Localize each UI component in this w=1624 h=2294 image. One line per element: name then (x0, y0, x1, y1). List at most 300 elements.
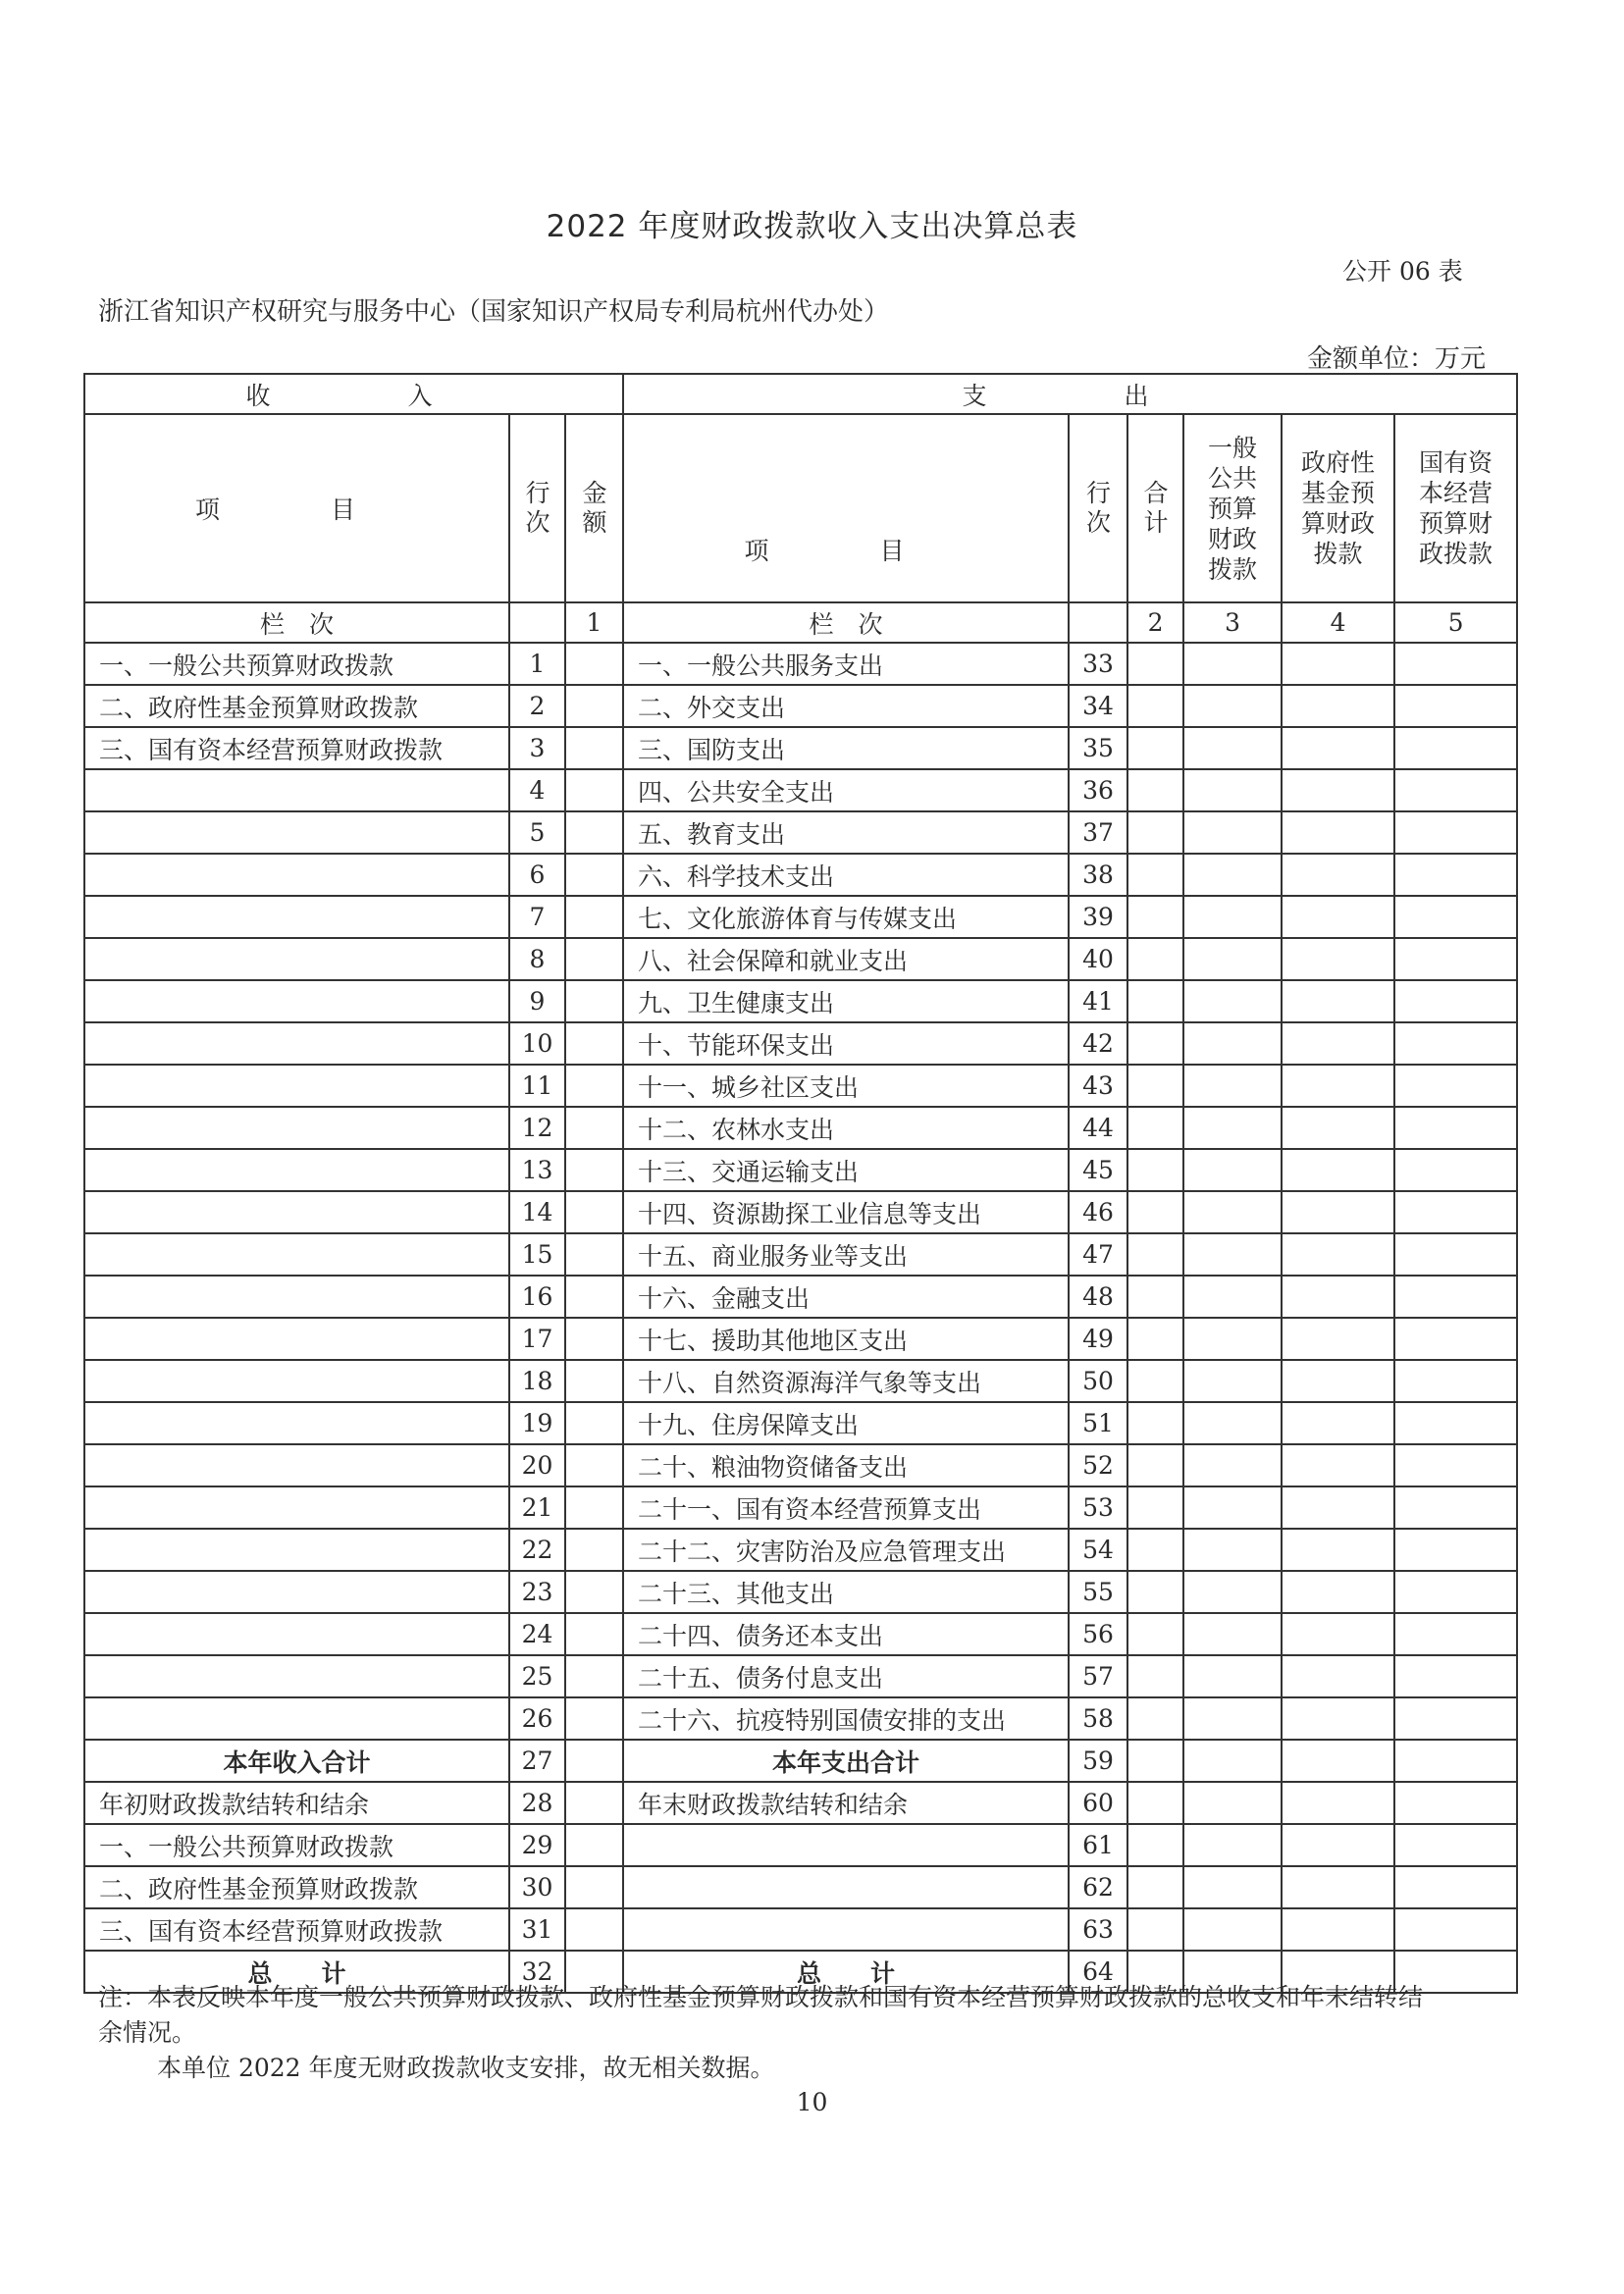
budget-table (83, 373, 1518, 1994)
income-row-no-cell: 5 (509, 811, 565, 854)
income-item-cell: 一、一般公共预算财政拨款 (84, 643, 509, 685)
expense-row-no-cell: 34 (1069, 685, 1127, 727)
general-budget-cell (1183, 1276, 1282, 1318)
income-amount-cell (565, 1276, 623, 1318)
expense-item-cell: 一、一般公共服务支出 (623, 643, 1069, 685)
state-capital-cell (1394, 1740, 1517, 1782)
income-item-cell (84, 896, 509, 938)
expense-total-cell (1127, 1444, 1183, 1486)
state-capital-cell (1394, 1402, 1517, 1444)
expense-total-header: 合计 (1127, 414, 1183, 602)
expense-item-cell: 九、卫生健康支出 (623, 980, 1069, 1022)
state-capital-cell (1394, 1107, 1517, 1149)
expense-row-no-cell: 56 (1069, 1613, 1127, 1655)
table-row (84, 1022, 1517, 1065)
table-row (84, 1908, 1517, 1951)
expense-row-no-cell: 44 (1069, 1107, 1127, 1149)
expense-item-cell: 十八、自然资源海洋气象等支出 (623, 1360, 1069, 1402)
income-row-no-cell: 3 (509, 727, 565, 769)
income-item-cell: 本年收入合计 (84, 1740, 509, 1782)
income-lanci-blank (509, 602, 565, 643)
income-amount-cell (565, 1486, 623, 1529)
table-row (84, 854, 1517, 896)
state-capital-cell (1394, 1360, 1517, 1402)
state-capital-cell (1394, 1529, 1517, 1571)
income-row-no-cell: 17 (509, 1318, 565, 1360)
expense-total-cell (1127, 1866, 1183, 1908)
expense-item-cell: 二十一、国有资本经营预算支出 (623, 1486, 1069, 1529)
income-item-cell (84, 1402, 509, 1444)
expense-row-no-cell: 36 (1069, 769, 1127, 811)
fund-budget-cell (1282, 769, 1394, 811)
income-item-cell (84, 1360, 509, 1402)
income-row-no-cell: 11 (509, 1065, 565, 1107)
state-capital-cell (1394, 854, 1517, 896)
general-budget-cell (1183, 1740, 1282, 1782)
expense-item-cell: 二十四、债务还本支出 (623, 1613, 1069, 1655)
expense-total-cell (1127, 643, 1183, 685)
income-item-cell (84, 1022, 509, 1065)
expense-total-cell (1127, 1571, 1183, 1613)
fund-budget-cell (1282, 980, 1394, 1022)
fund-budget-cell (1282, 1318, 1394, 1360)
income-row-no-cell: 30 (509, 1866, 565, 1908)
expense-total-cell (1127, 1233, 1183, 1276)
expense-total-cell (1127, 1065, 1183, 1107)
general-budget-cell (1183, 1486, 1282, 1529)
fund-budget-cell (1282, 1824, 1394, 1866)
fund-budget-cell (1282, 1740, 1394, 1782)
state-capital-cell (1394, 1022, 1517, 1065)
expense-row-no-cell: 47 (1069, 1233, 1127, 1276)
income-amount-cell (565, 1360, 623, 1402)
income-amount-cell (565, 1065, 623, 1107)
expense-item-cell: 十七、援助其他地区支出 (623, 1318, 1069, 1360)
expense-total-cell (1127, 1191, 1183, 1233)
income-row-no-cell: 29 (509, 1824, 565, 1866)
expense-row-no-cell: 64 (1069, 1951, 1127, 1993)
fund-budget-cell (1282, 643, 1394, 685)
state-capital-cell (1394, 685, 1517, 727)
expense-item-cell: 六、科学技术支出 (623, 854, 1069, 896)
expense-row-no-cell: 52 (1069, 1444, 1127, 1486)
income-row-no-cell: 22 (509, 1529, 565, 1571)
state-capital-cell (1394, 1444, 1517, 1486)
table-row (84, 1402, 1517, 1444)
fund-budget-cell (1282, 1529, 1394, 1571)
income-row-no-cell: 12 (509, 1107, 565, 1149)
expense-item-cell: 本年支出合计 (623, 1740, 1069, 1782)
expense-total-cell (1127, 1149, 1183, 1191)
fund-budget-cell (1282, 1107, 1394, 1149)
fund-budget-cell (1282, 1697, 1394, 1740)
expense-total-cell (1127, 1613, 1183, 1655)
expense-lanci: 栏 次 (623, 602, 1069, 643)
income-row-no-cell: 8 (509, 938, 565, 980)
fund-budget-cell (1282, 1149, 1394, 1191)
fund-budget-cell (1282, 1866, 1394, 1908)
fund-budget-cell (1282, 1782, 1394, 1824)
expense-total-cell (1127, 980, 1183, 1022)
unit-name: 浙江省知识产权研究与服务中心（国家知识产权局专利局杭州代办处） (98, 297, 890, 327)
expense-item-cell (623, 1866, 1069, 1908)
expense-row-no-cell: 58 (1069, 1697, 1127, 1740)
general-budget-cell (1183, 854, 1282, 896)
fund-budget-cell (1282, 1655, 1394, 1697)
state-capital-cell (1394, 1065, 1517, 1107)
expense-item-cell: 十五、商业服务业等支出 (623, 1233, 1069, 1276)
income-row-no-cell: 23 (509, 1571, 565, 1613)
expense-total-cell (1127, 1782, 1183, 1824)
state-capital-cell (1394, 1613, 1517, 1655)
form-number: 公开 06 表 (1342, 257, 1463, 286)
income-amount-cell (565, 1866, 623, 1908)
state-capital-cell (1394, 1233, 1517, 1276)
column-number-row (84, 602, 1517, 643)
expense-row-no-cell: 60 (1069, 1782, 1127, 1824)
expense-row-no-cell: 38 (1069, 854, 1127, 896)
income-section-header: 收 入 (84, 374, 623, 414)
expense-row-no-cell: 63 (1069, 1908, 1127, 1951)
income-amount-cell (565, 727, 623, 769)
income-item-cell: 二、政府性基金预算财政拨款 (84, 1866, 509, 1908)
income-amount-cell (565, 1782, 623, 1824)
expense-row-no-cell: 59 (1069, 1740, 1127, 1782)
fund-budget-cell (1282, 1613, 1394, 1655)
income-item-cell (84, 938, 509, 980)
fund-budget-cell (1282, 1444, 1394, 1486)
table-row (84, 980, 1517, 1022)
expense-item-cell (623, 1824, 1069, 1866)
general-budget-cell (1183, 1318, 1282, 1360)
income-lanci: 栏 次 (84, 602, 509, 643)
table-row (84, 685, 1517, 727)
table-row (84, 1782, 1517, 1824)
table-row (84, 1571, 1517, 1613)
income-item-cell: 三、国有资本经营预算财政拨款 (84, 1908, 509, 1951)
expense-row-no-cell: 43 (1069, 1065, 1127, 1107)
expense-item-cell: 二、外交支出 (623, 685, 1069, 727)
table-row (84, 1697, 1517, 1740)
income-item-header: 项 目 (84, 414, 509, 602)
fund-budget-cell (1282, 685, 1394, 727)
fund-budget-cell (1282, 1191, 1394, 1233)
expense-total-cell (1127, 896, 1183, 938)
expense-row-no-cell: 53 (1069, 1486, 1127, 1529)
expense-item-cell: 二十、粮油物资储备支出 (623, 1444, 1069, 1486)
col-number-5: 5 (1394, 602, 1517, 643)
expense-item-cell: 十六、金融支出 (623, 1276, 1069, 1318)
income-amount-cell (565, 1444, 623, 1486)
income-amount-cell (565, 1613, 623, 1655)
expense-item-cell: 二十五、债务付息支出 (623, 1655, 1069, 1697)
fund-budget-cell (1282, 1233, 1394, 1276)
income-item-cell: 二、政府性基金预算财政拨款 (84, 685, 509, 727)
table-row (84, 896, 1517, 938)
expense-item-cell (623, 1908, 1069, 1951)
expense-row-no-cell: 39 (1069, 896, 1127, 938)
income-amount-cell (565, 685, 623, 727)
expense-row-no-cell: 37 (1069, 811, 1127, 854)
state-capital-cell (1394, 643, 1517, 685)
table-row (84, 1149, 1517, 1191)
income-row-no-cell: 18 (509, 1360, 565, 1402)
income-row-no-cell: 19 (509, 1402, 565, 1444)
income-item-cell (84, 811, 509, 854)
income-item-cell (84, 1613, 509, 1655)
expense-item-cell: 十一、城乡社区支出 (623, 1065, 1069, 1107)
expense-item-cell: 总 计 (623, 1951, 1069, 1993)
fund-budget-cell (1282, 1360, 1394, 1402)
table-row (84, 811, 1517, 854)
income-amount-cell (565, 1402, 623, 1444)
general-budget-cell (1183, 1149, 1282, 1191)
table-row (84, 1444, 1517, 1486)
expense-row-no-cell: 46 (1069, 1191, 1127, 1233)
general-budget-cell (1183, 1191, 1282, 1233)
income-amount-cell (565, 1022, 623, 1065)
state-capital-cell (1394, 727, 1517, 769)
general-budget-cell (1183, 811, 1282, 854)
income-amount-cell (565, 1529, 623, 1571)
expense-total-cell (1127, 811, 1183, 854)
income-row-no-cell: 15 (509, 1233, 565, 1276)
income-item-cell (84, 1318, 509, 1360)
general-budget-cell (1183, 1233, 1282, 1276)
footnote-line-1: 注：本表反映本年度一般公共预算财政拨款、政府性基金预算财政拨款和国有资本经营预算财政拨款的总收支和年末结转结余情况。 (98, 1983, 1424, 2047)
expense-item-cell: 二十二、灾害防治及应急管理支出 (623, 1529, 1069, 1571)
expense-lanci-blank (1069, 602, 1127, 643)
expense-total-cell (1127, 1107, 1183, 1149)
income-item-cell (84, 1486, 509, 1529)
income-item-cell: 年初财政拨款结转和结余 (84, 1782, 509, 1824)
expense-total-cell (1127, 1908, 1183, 1951)
state-capital-cell (1394, 896, 1517, 938)
table-row (84, 1613, 1517, 1655)
income-amount-cell (565, 1149, 623, 1191)
general-budget-cell (1183, 1824, 1282, 1866)
fund-budget-cell (1282, 727, 1394, 769)
income-amount-cell (565, 1233, 623, 1276)
income-row-no-cell: 7 (509, 896, 565, 938)
expense-item-header: 项 目 (623, 414, 1069, 602)
col-number-3: 3 (1183, 602, 1282, 643)
income-row-no-cell: 25 (509, 1655, 565, 1697)
expense-item-cell: 三、国防支出 (623, 727, 1069, 769)
income-item-cell (84, 1107, 509, 1149)
table-row (84, 1360, 1517, 1402)
income-amount-cell (565, 1740, 623, 1782)
general-budget-cell (1183, 1360, 1282, 1402)
income-item-cell: 一、一般公共预算财政拨款 (84, 1824, 509, 1866)
state-capital-cell (1394, 769, 1517, 811)
table-row (84, 1655, 1517, 1697)
expense-row-no-cell: 54 (1069, 1529, 1127, 1571)
income-amount-cell (565, 1697, 623, 1740)
expense-total-cell (1127, 1276, 1183, 1318)
table-row (84, 1529, 1517, 1571)
general-budget-cell (1183, 1697, 1282, 1740)
state-capital-cell (1394, 1149, 1517, 1191)
general-budget-cell (1183, 1655, 1282, 1697)
income-row-no-header: 行次 (509, 414, 565, 602)
income-item-cell: 三、国有资本经营预算财政拨款 (84, 727, 509, 769)
expense-total-cell (1127, 685, 1183, 727)
expense-row-no-cell: 45 (1069, 1149, 1127, 1191)
expense-total-cell (1127, 1529, 1183, 1571)
fund-budget-cell (1282, 854, 1394, 896)
income-item-cell (84, 1233, 509, 1276)
income-row-no-cell: 32 (509, 1951, 565, 1993)
income-amount-cell (565, 643, 623, 685)
expense-item-cell: 十九、住房保障支出 (623, 1402, 1069, 1444)
expense-row-no-cell: 42 (1069, 1022, 1127, 1065)
expense-total-cell (1127, 1402, 1183, 1444)
table-row (84, 1866, 1517, 1908)
income-row-no-cell: 21 (509, 1486, 565, 1529)
income-item-cell (84, 1655, 509, 1697)
table-row (84, 1065, 1517, 1107)
state-capital-cell (1394, 1697, 1517, 1740)
table-row (84, 1486, 1517, 1529)
expense-row-no-cell: 33 (1069, 643, 1127, 685)
fund-budget-cell (1282, 1022, 1394, 1065)
expense-total-cell (1127, 727, 1183, 769)
table-row (84, 727, 1517, 769)
income-amount-cell (565, 938, 623, 980)
expense-total-cell (1127, 1022, 1183, 1065)
expense-total-cell (1127, 1740, 1183, 1782)
expense-total-cell (1127, 769, 1183, 811)
fund-budget-cell (1282, 811, 1394, 854)
income-row-no-cell: 16 (509, 1276, 565, 1318)
expense-row-no-cell: 55 (1069, 1571, 1127, 1613)
state-capital-cell (1394, 811, 1517, 854)
income-amount-cell (565, 1655, 623, 1697)
table-row (84, 1318, 1517, 1360)
expense-item-cell: 十、节能环保支出 (623, 1022, 1069, 1065)
general-budget-cell (1183, 1571, 1282, 1613)
table-row (84, 1740, 1517, 1782)
state-capital-cell (1394, 1571, 1517, 1613)
general-budget-cell (1183, 1402, 1282, 1444)
state-capital-cell (1394, 980, 1517, 1022)
income-row-no-cell: 14 (509, 1191, 565, 1233)
expense-row-no-cell: 41 (1069, 980, 1127, 1022)
income-amount-cell (565, 811, 623, 854)
page-title: 2022 年度财政拨款收入支出决算总表 (546, 209, 1078, 244)
general-budget-cell (1183, 1444, 1282, 1486)
income-amount-header: 金额 (565, 414, 623, 602)
expense-item-cell: 五、教育支出 (623, 811, 1069, 854)
state-capital-cell (1394, 1655, 1517, 1697)
income-item-cell (84, 1065, 509, 1107)
expense-row-no-cell: 49 (1069, 1318, 1127, 1360)
fund-budget-cell (1282, 1276, 1394, 1318)
income-amount-cell (565, 769, 623, 811)
income-item-cell: 总 计 (84, 1951, 509, 1993)
fund-budget-cell (1282, 1486, 1394, 1529)
general-budget-cell (1183, 1107, 1282, 1149)
general-budget-cell (1183, 1866, 1282, 1908)
fund-budget-cell (1282, 938, 1394, 980)
expense-item-cell: 二十六、抗疫特别国债安排的支出 (623, 1697, 1069, 1740)
income-amount-cell (565, 896, 623, 938)
expense-item-cell: 年末财政拨款结转和结余 (623, 1782, 1069, 1824)
expense-row-no-cell: 61 (1069, 1824, 1127, 1866)
expense-item-cell: 四、公共安全支出 (623, 769, 1069, 811)
expense-row-no-cell: 51 (1069, 1402, 1127, 1444)
col-number-1: 1 (565, 602, 623, 643)
state-capital-cell (1394, 938, 1517, 980)
income-item-cell (84, 1149, 509, 1191)
expense-row-no-cell: 62 (1069, 1866, 1127, 1908)
general-budget-cell (1183, 769, 1282, 811)
table-row (84, 1191, 1517, 1233)
income-row-no-cell: 13 (509, 1149, 565, 1191)
state-capital-cell (1394, 1276, 1517, 1318)
general-budget-cell (1183, 685, 1282, 727)
expense-item-cell: 二十三、其他支出 (623, 1571, 1069, 1613)
income-item-cell (84, 980, 509, 1022)
state-capital-header: 国有资本经营预算财政拨款 (1394, 414, 1517, 602)
general-budget-cell (1183, 1065, 1282, 1107)
income-row-no-cell: 4 (509, 769, 565, 811)
income-item-cell (84, 769, 509, 811)
general-budget-cell (1183, 1529, 1282, 1571)
expense-item-cell: 十四、资源勘探工业信息等支出 (623, 1191, 1069, 1233)
income-item-cell (84, 1191, 509, 1233)
income-row-no-cell: 24 (509, 1613, 565, 1655)
expense-item-cell: 七、文化旅游体育与传媒支出 (623, 896, 1069, 938)
state-capital-cell (1394, 1782, 1517, 1824)
expense-row-no-cell: 40 (1069, 938, 1127, 980)
state-capital-cell (1394, 1824, 1517, 1866)
income-row-no-cell: 10 (509, 1022, 565, 1065)
general-budget-cell (1183, 1613, 1282, 1655)
income-row-no-cell: 26 (509, 1697, 565, 1740)
general-budget-cell (1183, 938, 1282, 980)
expense-total-cell (1127, 1360, 1183, 1402)
fund-budget-cell (1282, 1065, 1394, 1107)
income-item-cell (84, 1276, 509, 1318)
table-row (84, 1824, 1517, 1866)
income-item-cell (84, 1571, 509, 1613)
expense-item-cell: 十二、农林水支出 (623, 1107, 1069, 1149)
expense-total-cell (1127, 1697, 1183, 1740)
expense-row-no-header: 行次 (1069, 414, 1127, 602)
footnote-line-2: 本单位 2022 年度无财政拨款收支安排，故无相关数据。 (157, 2054, 775, 2082)
col-number-4: 4 (1282, 602, 1394, 643)
general-budget-cell (1183, 980, 1282, 1022)
table-row (84, 1233, 1517, 1276)
income-amount-cell (565, 1318, 623, 1360)
expense-section-header: 支 出 (623, 374, 1517, 414)
expense-row-no-cell: 35 (1069, 727, 1127, 769)
section-header-row (84, 374, 1517, 414)
income-item-cell (84, 1444, 509, 1486)
expense-total-cell (1127, 1318, 1183, 1360)
income-row-no-cell: 20 (509, 1444, 565, 1486)
income-item-cell (84, 1529, 509, 1571)
general-budget-cell (1183, 1908, 1282, 1951)
fund-budget-cell (1282, 896, 1394, 938)
fund-budget-cell (1282, 1908, 1394, 1951)
fund-budget-cell (1282, 1571, 1394, 1613)
income-amount-cell (565, 980, 623, 1022)
expense-row-no-cell: 48 (1069, 1276, 1127, 1318)
expense-item-cell: 十三、交通运输支出 (623, 1149, 1069, 1191)
